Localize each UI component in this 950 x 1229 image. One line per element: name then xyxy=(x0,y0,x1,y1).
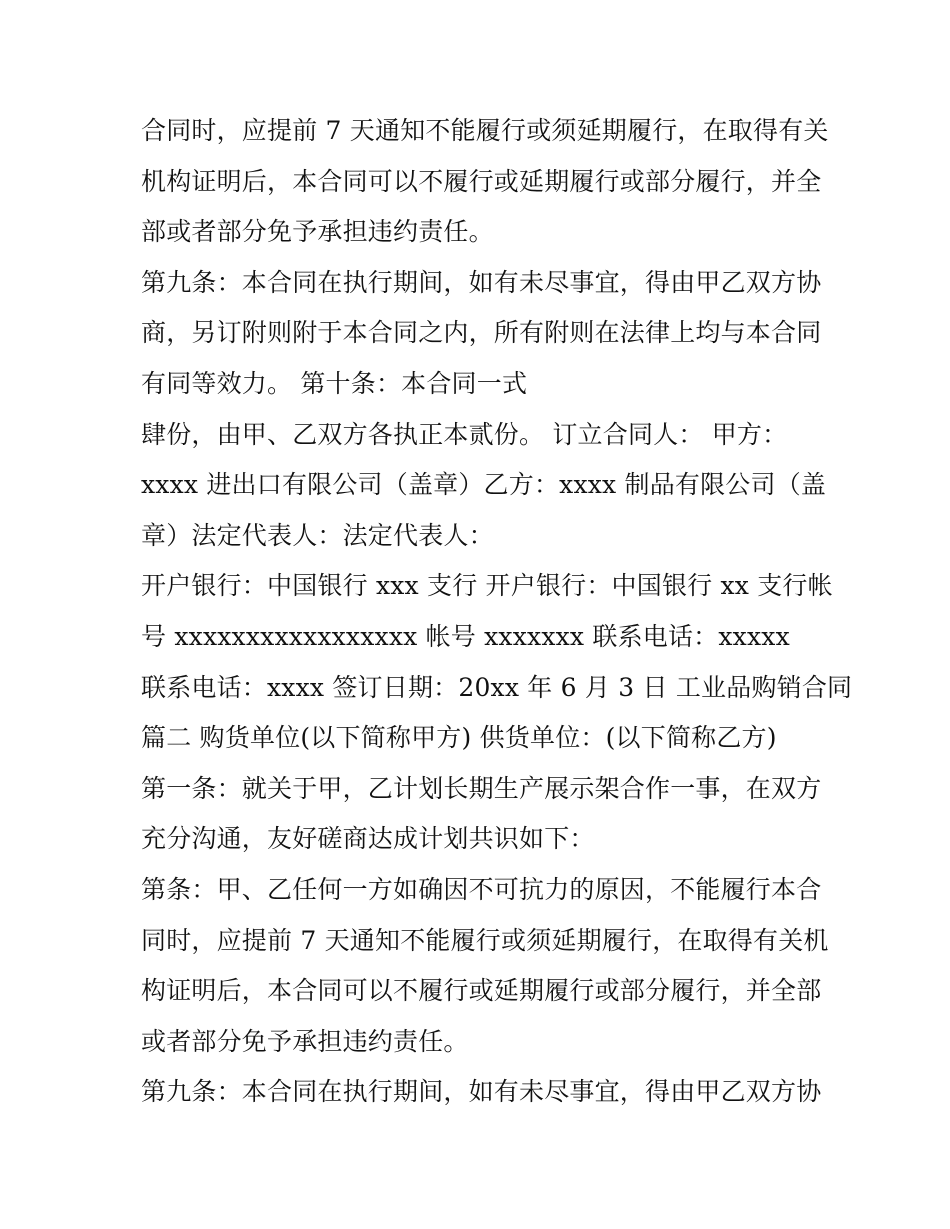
text-line: 构证明后，本合同可以不履行或延期履行或部分履行，并全部 xyxy=(141,976,822,1006)
text-line: 号 xxxxxxxxxxxxxxxxx 帐号 xxxxxxx 联系电话：xxxxx xyxy=(141,621,790,651)
text-line: 第九条：本合同在执行期间，如有未尽事宜，得由甲乙双方协 xyxy=(141,1077,822,1107)
text-line: xxxx 进出口有限公司（盖章）乙方：xxxx 制品有限公司（盖 xyxy=(141,470,827,500)
text-line: 商，另订附则附于本合同之内，所有附则在法律上均与本合同 xyxy=(141,318,822,348)
text-line: 有同等效力。 第十条：本合同一式 xyxy=(141,368,528,398)
text-line: 篇二 购货单位(以下简称甲方) 供货单位：(以下简称乙方) xyxy=(141,723,777,753)
text-line: 充分沟通，友好磋商达成计划共识如下： xyxy=(141,824,595,854)
text-line: 章）法定代表人：法定代表人： xyxy=(141,520,494,550)
text-line: 第九条：本合同在执行期间，如有未尽事宜，得由甲乙双方协 xyxy=(141,267,822,297)
text-line: 同时，应提前 7 天通知不能履行或须延期履行，在取得有关机 xyxy=(141,925,829,955)
text-line: 或者部分免予承担违约责任。 xyxy=(141,1026,469,1056)
text-line: 开户银行：中国银行 xxx 支行 开户银行：中国银行 xx 支行帐 xyxy=(141,571,833,601)
text-line: 第一条：就关于甲，乙计划长期生产展示架合作一事，在双方 xyxy=(141,773,822,803)
text-line: 第条：甲、乙任何一方如确因不可抗力的原因，不能履行本合 xyxy=(141,874,822,904)
text-line: 部或者部分免予承担违约责任。 xyxy=(141,217,494,247)
text-line: 肆份，由甲、乙双方各执正本贰份。 订立合同人： 甲方： xyxy=(141,419,788,449)
text-line: 联系电话：xxxx 签订日期：20xx 年 6 月 3 日 工业品购销合同 xyxy=(141,672,853,702)
document-body xyxy=(141,106,853,1118)
text-line: 机构证明后，本合同可以不履行或延期履行或部分履行，并全 xyxy=(141,166,822,196)
text-line: 合同时，应提前 7 天通知不能履行或须延期履行，在取得有关 xyxy=(141,116,829,145)
